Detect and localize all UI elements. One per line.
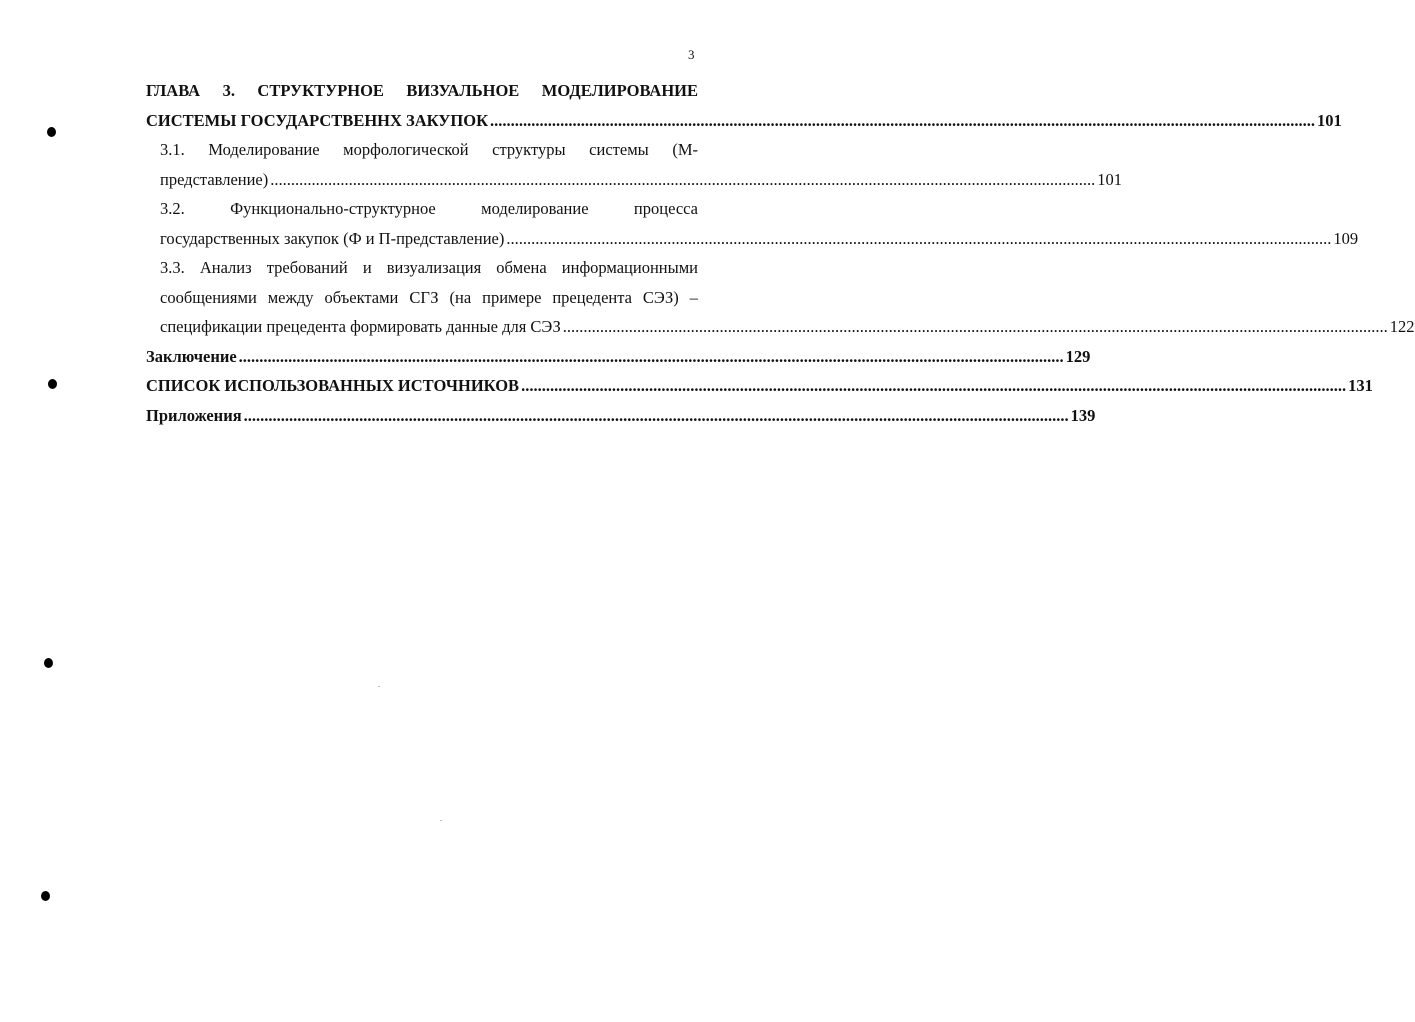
leader-dots: ........................................................................................................................................................................................................ [243, 405, 1069, 425]
toc-entry-label: спецификации прецедента формировать данные для СЭЗ [160, 317, 561, 336]
toc-entry-label: Приложения [146, 405, 242, 425]
toc-entry-label: представление) [160, 169, 269, 189]
toc-entry-label: Заключение [146, 346, 237, 366]
toc-page-number: 131 [1348, 376, 1373, 395]
toc-page-number: 109 [1333, 228, 1359, 248]
binding-hole-3 [44, 658, 53, 668]
toc-section-3-3-line-2: сообщениями между объектами СГЗ (на примере прецедента СЭЗ) – [160, 287, 698, 307]
toc-conclusion [146, 342, 1091, 372]
leader-dots: ........................................................................................................................................................................................................ [270, 169, 1096, 189]
toc-entry-label: СИСТЕМЫ ГОСУДАРСТВЕННХ ЗАКУПОК [146, 110, 489, 130]
leader-dots: ........................................................................................................................................................................................................ [506, 228, 1332, 248]
toc-page-number: 101 [1317, 110, 1342, 130]
toc-section-3-2-line-2 [146, 224, 1359, 254]
toc-section-3-2-line-1: 3.2. Функционально-структурное моделирование процесса [160, 199, 698, 218]
scan-speck [440, 820, 442, 821]
toc-page-number: 139 [1070, 405, 1096, 425]
toc-page-number: 122 [1389, 317, 1415, 336]
toc-references [146, 371, 1373, 401]
scan-speck [378, 686, 380, 687]
table-of-contents [146, 76, 1415, 430]
toc-page-number: 129 [1065, 346, 1091, 366]
leader-dots: ........................................................................................................................................................................................................ [490, 110, 1316, 130]
leader-dots: ........................................................................................................................................................................................................ [562, 317, 1388, 336]
toc-section-3-1-line-2 [146, 165, 1122, 195]
binding-hole-1 [47, 127, 56, 137]
leader-dots: ........................................................................................................................................................................................................ [238, 346, 1064, 366]
binding-hole-2 [48, 379, 57, 389]
toc-section-3-3-line-3 [146, 312, 1415, 342]
toc-page-number: 101 [1097, 169, 1122, 189]
toc-section-3-1-line-1: 3.1. Моделирование морфологической структуры системы (М- [160, 140, 698, 159]
toc-entry-label: государственных закупок (Ф и П-представление) [160, 228, 505, 248]
toc-chapter-3-line-2 [146, 106, 1342, 136]
toc-section-3-3-line-1: 3.3. Анализ требований и визуализация обмена информационными [160, 258, 698, 277]
toc-appendices [146, 401, 1096, 431]
leader-dots: ........................................................................................................................................................................................................ [521, 376, 1347, 395]
toc-entry-label: СПИСОК ИСПОЛЬЗОВАННЫХ ИСТОЧНИКОВ [146, 376, 520, 395]
binding-hole-4 [41, 891, 50, 901]
page-number: 3 [688, 47, 695, 62]
toc-chapter-3-line-1: ГЛАВА 3. СТРУКТУРНОЕ ВИЗУАЛЬНОЕ МОДЕЛИРОВАНИЕ [146, 81, 698, 100]
